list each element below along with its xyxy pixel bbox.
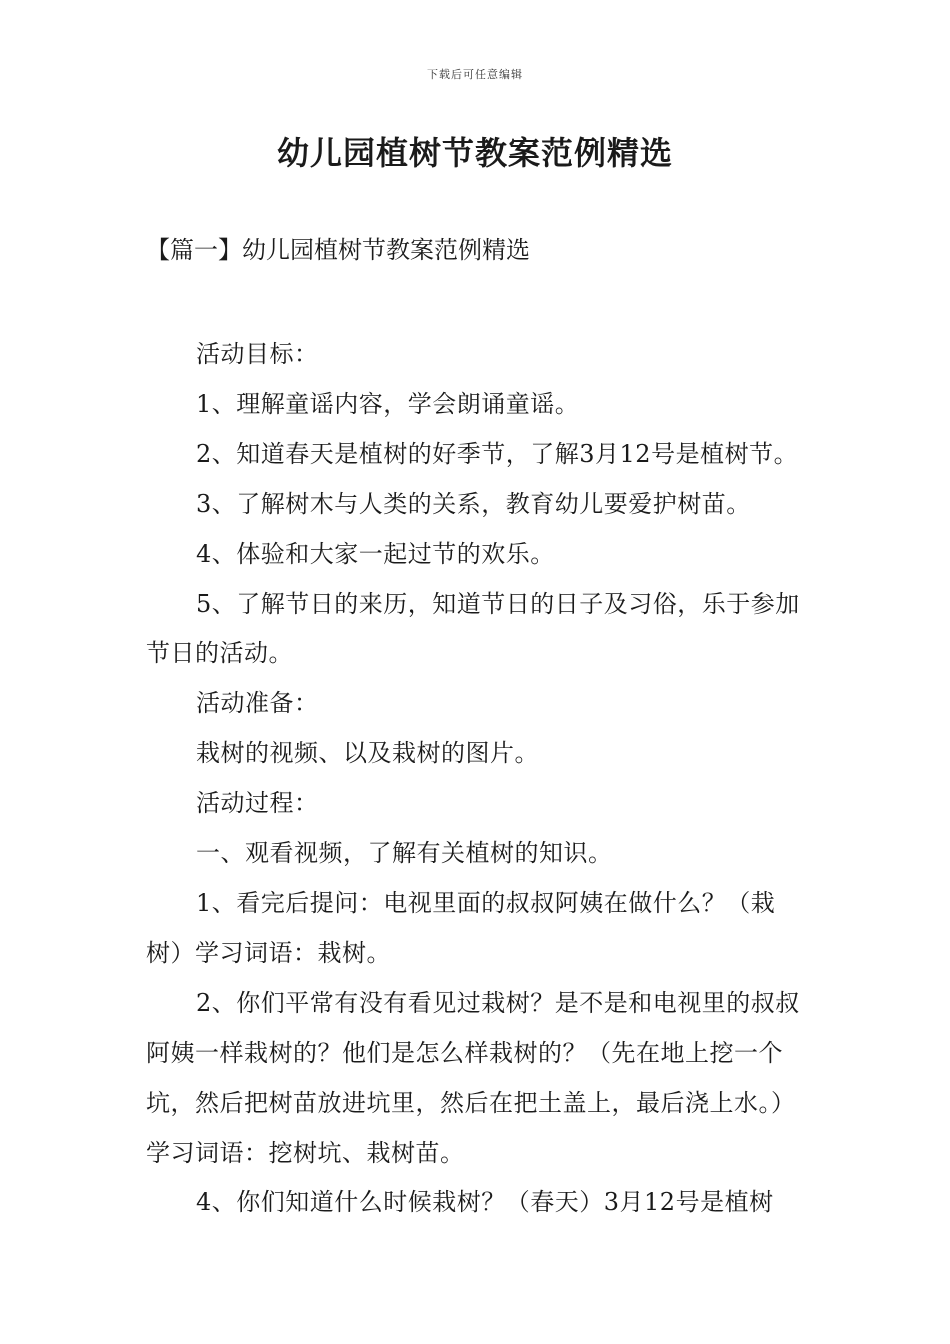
paragraph: 活动过程： xyxy=(196,789,319,818)
paragraph: 1、理解童谣内容，学会朗诵童谣。 xyxy=(196,389,580,418)
paragraph: 一、观看视频，了解有关植树的知识。 xyxy=(196,839,613,868)
paragraph: 3、了解树木与人类的关系，教育幼儿要爱护树苗。 xyxy=(196,489,751,518)
document-body xyxy=(146,330,811,1228)
paragraph: 2、知道春天是植树的好季节，了解3月12号是植树节。 xyxy=(196,439,799,468)
header-note: 下载后可任意编辑 xyxy=(427,68,523,81)
paragraph: 4、体验和大家一起过节的欢乐。 xyxy=(196,539,555,568)
paragraph: 活动目标： xyxy=(196,340,319,368)
paragraph: 活动准备： xyxy=(196,689,319,718)
paragraph: 1、看完后提问：电视里面的叔叔阿姨在做什么？（栽树）学习词语：栽树。 xyxy=(146,888,776,967)
document-title: 幼儿园植树节教案范例精选 xyxy=(276,134,673,172)
paragraph: 5、了解节日的来历，知道节日的日子及习俗，乐于参加节日的活动。 xyxy=(146,589,800,668)
paragraph: 栽树的视频、以及栽树的图片。 xyxy=(196,739,539,768)
paragraph: 2、你们平常有没有看见过栽树？是不是和电视里的叔叔阿姨一样栽树的？他们是怎么样栽树的？（先在地上挖一个坑，然后把树苗放进坑里，然后在把土盖上，最后浇上水。）学习词语：挖树坑、栽树苗。 xyxy=(146,988,800,1167)
section-heading: 【篇一】幼儿园植树节教案范例精选 xyxy=(146,236,530,264)
paragraph: 4、你们知道什么时候栽树？（春天）3月12号是植树 xyxy=(196,1188,774,1217)
